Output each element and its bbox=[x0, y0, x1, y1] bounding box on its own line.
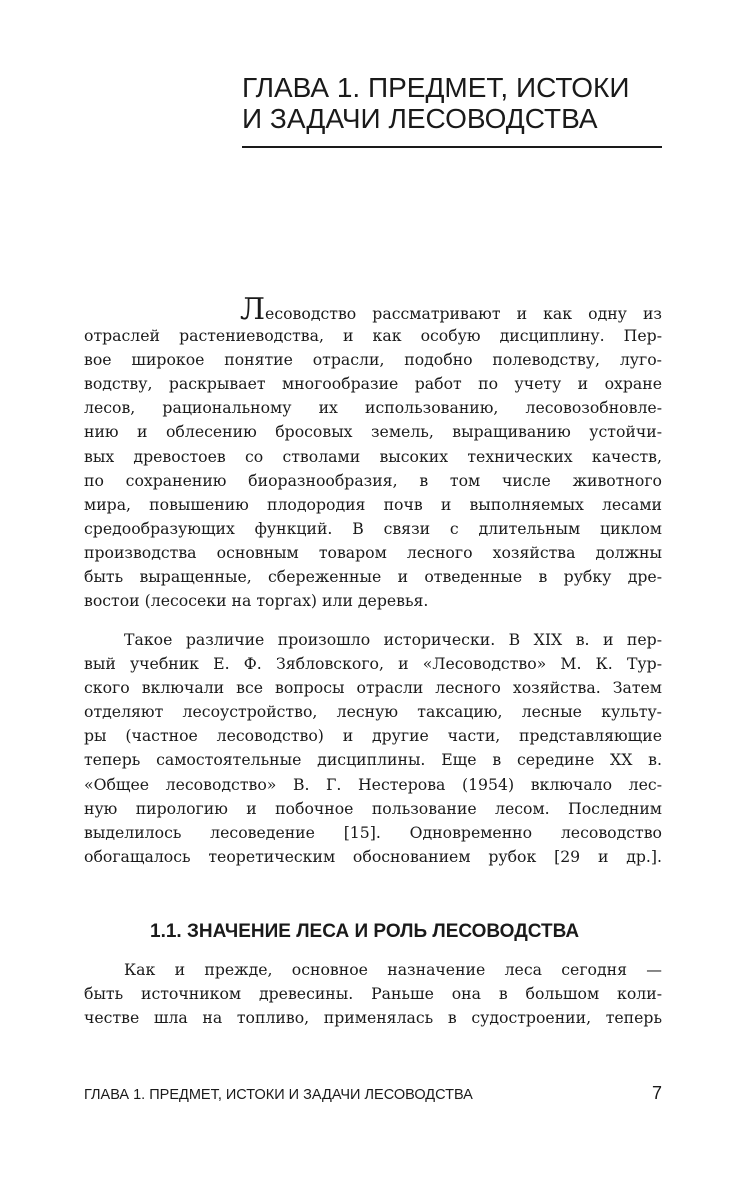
paragraph-1-line: средообразующих функций. В связи с длительным циклом bbox=[84, 518, 662, 538]
paragraph-1-line: водству, раскрывает многообразие работ по учету и охране bbox=[84, 374, 662, 394]
paragraph-1-line-text: есоводство рассматривают и как одну из bbox=[265, 304, 662, 323]
running-footer-title: ГЛАВА 1. ПРЕДМЕТ, ИСТОКИ И ЗАДАЧИ ЛЕСОВОДСТВА bbox=[84, 1087, 473, 1103]
paragraph-2-line: теперь самостоятельные дисциплины. Еще в середине XX в. bbox=[84, 750, 662, 770]
paragraph-2-line: отделяют лесоустройство, лесную таксацию, лесные культу- bbox=[84, 702, 662, 722]
paragraph-2-line: «Общее лесоводство» В. Г. Нестерова (1954) включало лес- bbox=[84, 774, 662, 794]
paragraph-2-line: выделилось лесоведение [15]. Одновременно лесоводство bbox=[84, 822, 662, 842]
paragraph-2-line: ры (частное лесоводство) и другие части, представляющие bbox=[84, 726, 662, 746]
section-title: 1.1. ЗНАЧЕНИЕ ЛЕСА И РОЛЬ ЛЕСОВОДСТВА bbox=[150, 921, 580, 942]
paragraph-2-line: ского включали все вопросы отрасли лесного хозяйства. Затем bbox=[84, 678, 662, 698]
paragraph-1-line: отраслей растениеводства, и как особую дисциплину. Пер- bbox=[84, 326, 662, 346]
paragraph-1-line bbox=[84, 292, 662, 327]
chapter-title bbox=[242, 72, 662, 134]
paragraph-1-line: вых древостоев со стволами высоких технических качеств, bbox=[84, 446, 662, 466]
chapter-title-line-2: И ЗАДАЧИ ЛЕСОВОДСТВА bbox=[242, 103, 598, 134]
paragraph-2-line: обогащалось теоретическим обоснованием рубок [29 и др.]. bbox=[84, 846, 662, 866]
drop-cap-letter: Л bbox=[240, 292, 266, 327]
paragraph-1-line: производства основным товаром лесного хозяйства должны bbox=[84, 542, 662, 562]
paragraph-1-line: нию и облесению бросовых земель, выращиванию устойчи- bbox=[84, 422, 662, 442]
paragraph-1-line: мира, повышению плодородия почв и выполняемых лесами bbox=[84, 494, 662, 514]
paragraph-1-line: востои (лесосеки на торгах) или деревья. bbox=[84, 591, 429, 611]
paragraph-3-line: быть источником древесины. Раньше она в большом коли- bbox=[84, 984, 662, 1004]
page-number: 7 bbox=[651, 1083, 662, 1103]
chapter-title-line-1: ГЛАВА 1. ПРЕДМЕТ, ИСТОКИ bbox=[242, 72, 630, 103]
paragraph-2 bbox=[84, 628, 662, 869]
paragraph-1-line: по сохранению биоразнообразия, в том числе животного bbox=[84, 470, 662, 490]
paragraph-3 bbox=[84, 958, 662, 1030]
paragraph-1 bbox=[84, 292, 662, 613]
paragraph-2-line: вый учебник Е. Ф. Зябловского, и «Лесоводство» М. К. Тур- bbox=[84, 654, 662, 674]
paragraph-3-line: Как и прежде, основное назначение леса сегодня — bbox=[124, 960, 662, 979]
paragraph-1-line: лесов, рациональному их использованию, лесовозобновле- bbox=[84, 398, 662, 418]
paragraph-2-line: Такое различие произошло исторически. В XIX в. и пер- bbox=[124, 630, 662, 649]
paragraph-1-line: быть выращенные, сбереженные и отведенные в рубку дре- bbox=[84, 567, 662, 587]
paragraph-2-line: ную пирологию и побочное пользование лесом. Последним bbox=[84, 798, 662, 818]
paragraph-1-line: вое широкое понятие отрасли, подобно полеводству, луго- bbox=[84, 350, 662, 370]
paragraph-3-line: честве шла на топливо, применялась в судостроении, теперь bbox=[84, 1008, 662, 1028]
chapter-title-rule bbox=[242, 146, 662, 148]
